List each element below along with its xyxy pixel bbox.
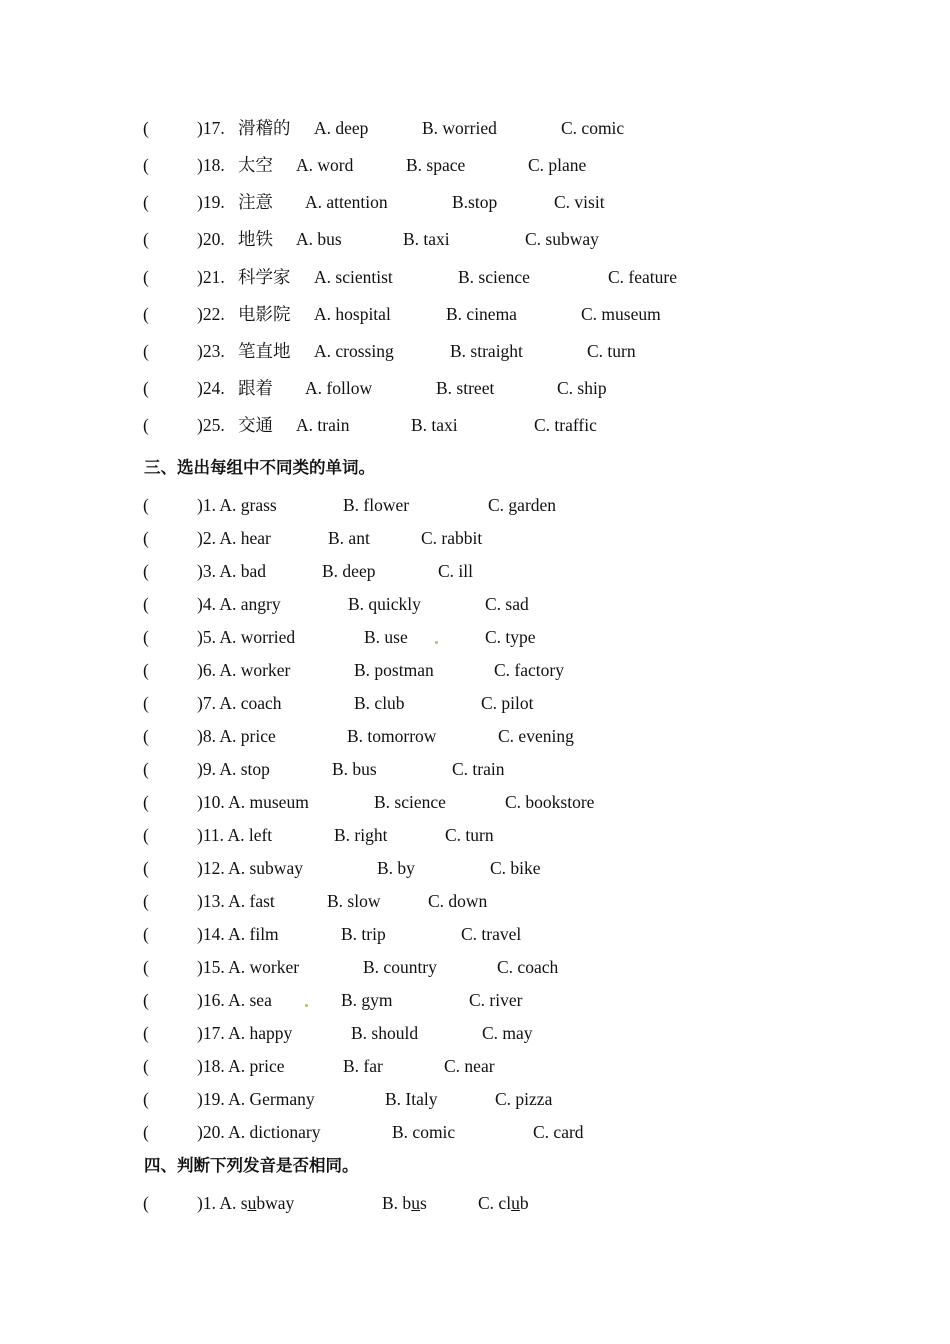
chinese-word: 笔直地: [238, 341, 291, 361]
option-a: A. scientist: [314, 267, 393, 287]
underlined-letter: u: [411, 1193, 420, 1213]
option-a-suffix: bway: [256, 1193, 295, 1213]
option-c: C. feature: [608, 267, 677, 287]
answer-paren: (: [143, 528, 149, 548]
option-c-suffix: b: [519, 1193, 529, 1213]
option-c: C. type: [485, 627, 536, 647]
answer-paren: (: [143, 924, 149, 944]
option-b: B. space: [406, 155, 466, 175]
question-row: [0, 591, 950, 617]
answer-paren: (: [143, 118, 149, 138]
option-b-prefix: B. b: [382, 1193, 412, 1213]
question-option-a: )17. A. happy: [197, 1023, 293, 1043]
chinese-word: 交通: [238, 415, 273, 435]
option-b: B. science: [374, 792, 446, 812]
option-b: B. country: [363, 957, 437, 977]
option-a-prefix: )1. A. s: [197, 1193, 248, 1213]
chinese-word: 地铁: [238, 229, 273, 249]
option-c: C. sad: [485, 594, 529, 614]
option-c: C. travel: [461, 924, 522, 944]
option-b: B. quickly: [348, 594, 421, 614]
section-heading: 四、判断下列发音是否相同。: [144, 1156, 359, 1175]
question-option-a: )15. A. worker: [197, 957, 300, 977]
option-c: C. turn: [587, 341, 636, 361]
option-a: A. bus: [296, 229, 342, 249]
answer-paren: (: [143, 267, 149, 287]
option-b: B. far: [343, 1056, 383, 1076]
option-b: B. flower: [343, 495, 410, 515]
question-row: [0, 375, 950, 401]
question-row: [0, 264, 950, 290]
option-b: B. taxi: [411, 415, 458, 435]
option-a: A. crossing: [314, 341, 394, 361]
question-option-a: )10. A. museum: [197, 792, 309, 812]
question-row: [0, 624, 950, 650]
question-option-a: )14. A. film: [197, 924, 279, 944]
answer-paren: (: [143, 792, 149, 812]
question-option-a: )3. A. bad: [197, 561, 267, 581]
option-b: B. by: [377, 858, 415, 878]
question-row: [0, 558, 950, 584]
question-row: [0, 888, 950, 914]
option-c: C. ship: [557, 378, 607, 398]
answer-paren: (: [143, 891, 149, 911]
option-b: B. tomorrow: [347, 726, 437, 746]
answer-paren: (: [143, 759, 149, 779]
question-option-a: )11. A. left: [197, 825, 273, 845]
option-b: B. use: [364, 627, 408, 647]
chinese-word: 太空: [238, 155, 273, 175]
option-b: B. right: [334, 825, 388, 845]
option-a: A. train: [296, 415, 350, 435]
answer-paren: (: [143, 1122, 149, 1142]
answer-paren: (: [143, 1023, 149, 1043]
question-row: [0, 412, 950, 438]
underlined-letter: u: [247, 1193, 257, 1213]
question-option-a: )9. A. stop: [197, 759, 270, 779]
question-row: [0, 301, 950, 327]
section-heading: 三、选出每组中不同类的单词。: [144, 458, 375, 477]
answer-paren: (: [143, 957, 149, 977]
option-b: B. deep: [322, 561, 376, 581]
option-c: C. bookstore: [505, 792, 595, 812]
answer-paren: (: [143, 192, 149, 212]
option-c: C. museum: [581, 304, 661, 324]
decorative-dot: [305, 1004, 308, 1007]
option-a: A. word: [296, 155, 354, 175]
option-b: B. postman: [354, 660, 434, 680]
option-b: B. worried: [422, 118, 497, 138]
question-row: [0, 189, 950, 215]
question-option-a: )12. A. subway: [197, 858, 303, 878]
question-row: [0, 152, 950, 178]
question-row: [0, 690, 950, 716]
option-b: B. street: [436, 378, 495, 398]
question-number: )19.: [197, 192, 225, 212]
option-b: B. bus: [332, 759, 377, 779]
chinese-word: 科学家: [238, 267, 291, 287]
chinese-word: 注意: [238, 192, 273, 212]
question-row: [0, 1119, 950, 1145]
option-b: B. taxi: [403, 229, 450, 249]
option-b: B.stop: [452, 192, 498, 212]
question-row: [0, 657, 950, 683]
option-b: B. club: [354, 693, 405, 713]
option-c: C. subway: [525, 229, 599, 249]
option-b: B. trip: [341, 924, 386, 944]
option-c: C. factory: [494, 660, 564, 680]
question-row: [0, 1053, 950, 1079]
question-number: )22.: [197, 304, 225, 324]
answer-paren: (: [143, 304, 149, 324]
question-row: [0, 723, 950, 749]
option-c: C. turn: [445, 825, 494, 845]
question-option-a: )5. A. worried: [197, 627, 296, 647]
answer-paren: (: [143, 229, 149, 249]
question-option-a: )18. A. price: [197, 1056, 285, 1076]
question-option-a: )20. A. dictionary: [197, 1122, 321, 1142]
question-option-a: )4. A. angry: [197, 594, 281, 614]
question-row: [0, 921, 950, 947]
answer-paren: (: [143, 415, 149, 435]
option-c: [478, 1190, 529, 1216]
chinese-word: 滑稽的: [238, 118, 291, 138]
question-row: [0, 1086, 950, 1112]
option-c: C. down: [428, 891, 488, 911]
option-b: B. science: [458, 267, 530, 287]
option-c: C. comic: [561, 118, 625, 138]
answer-paren: (: [143, 1056, 149, 1076]
answer-paren: (: [143, 660, 149, 680]
question-row: [0, 1020, 950, 1046]
option-c: C. near: [444, 1056, 495, 1076]
question-row: [0, 1190, 950, 1216]
option-c: C. river: [469, 990, 523, 1010]
question-row: [0, 822, 950, 848]
chinese-word: 跟着: [238, 378, 273, 398]
underlined-letter: u: [511, 1193, 520, 1213]
question-option-a: )8. A. price: [197, 726, 276, 746]
option-c: C. ill: [438, 561, 474, 581]
option-c: C. coach: [497, 957, 559, 977]
question-option-a: )19. A. Germany: [197, 1089, 315, 1109]
option-b: B. Italy: [385, 1089, 438, 1109]
option-c: C. card: [533, 1122, 584, 1142]
option-a: A. attention: [305, 192, 388, 212]
answer-paren: (: [143, 990, 149, 1010]
answer-paren: (: [143, 825, 149, 845]
answer-paren: (: [143, 495, 149, 515]
answer-paren: (: [143, 693, 149, 713]
question-number: )23.: [197, 341, 225, 361]
question-row: [0, 226, 950, 252]
question-row: [0, 115, 950, 141]
question-number: )17.: [197, 118, 225, 138]
option-c: C. garden: [488, 495, 557, 515]
option-a: A. hospital: [314, 304, 391, 324]
question-row: [0, 954, 950, 980]
option-a: A. follow: [305, 378, 373, 398]
question-option-a: )2. A. hear: [197, 528, 271, 548]
answer-paren: (: [143, 594, 149, 614]
option-c: C. evening: [498, 726, 574, 746]
question-row: [0, 756, 950, 782]
decorative-dot: [435, 641, 438, 644]
option-b: [382, 1190, 427, 1216]
option-c: C. pizza: [495, 1089, 553, 1109]
question-option-a: )6. A. worker: [197, 660, 291, 680]
question-row: [0, 855, 950, 881]
question-number: )20.: [197, 229, 225, 249]
answer-paren: (: [143, 858, 149, 878]
answer-paren: (: [143, 155, 149, 175]
chinese-word: 电影院: [238, 304, 291, 324]
option-c: C. bike: [490, 858, 541, 878]
answer-paren: (: [143, 726, 149, 746]
question-option-a: )13. A. fast: [197, 891, 275, 911]
answer-paren: (: [143, 378, 149, 398]
option-b: B. cinema: [446, 304, 517, 324]
question-option-a: )7. A. coach: [197, 693, 282, 713]
question-number: )25.: [197, 415, 225, 435]
option-c: C. rabbit: [421, 528, 483, 548]
answer-paren: (: [143, 627, 149, 647]
question-row: [0, 987, 950, 1013]
question-number: )21.: [197, 267, 225, 287]
option-c: C. pilot: [481, 693, 534, 713]
option-c: C. traffic: [534, 415, 597, 435]
question-option-a: [197, 1190, 294, 1216]
option-b: B. slow: [327, 891, 381, 911]
option-b: B. should: [351, 1023, 419, 1043]
answer-paren: (: [143, 561, 149, 581]
option-b: B. comic: [392, 1122, 456, 1142]
option-b: B. gym: [341, 990, 393, 1010]
answer-paren: (: [143, 341, 149, 361]
question-number: )24.: [197, 378, 225, 398]
option-c: C. may: [482, 1023, 533, 1043]
option-a: A. deep: [314, 118, 369, 138]
option-c: C. visit: [554, 192, 605, 212]
option-b: B. straight: [450, 341, 523, 361]
option-c: C. train: [452, 759, 505, 779]
question-option-a: )16. A. sea: [197, 990, 272, 1010]
question-row: [0, 492, 950, 518]
question-row: [0, 338, 950, 364]
question-row: [0, 525, 950, 551]
answer-paren: (: [143, 1089, 149, 1109]
answer-paren: (: [143, 1193, 149, 1213]
option-b-suffix: s: [419, 1193, 427, 1213]
question-option-a: )1. A. grass: [197, 495, 277, 515]
option-c: C. plane: [528, 155, 587, 175]
question-row: [0, 789, 950, 815]
option-b: B. ant: [328, 528, 370, 548]
question-number: )18.: [197, 155, 225, 175]
option-c-prefix: C. cl: [478, 1193, 512, 1213]
